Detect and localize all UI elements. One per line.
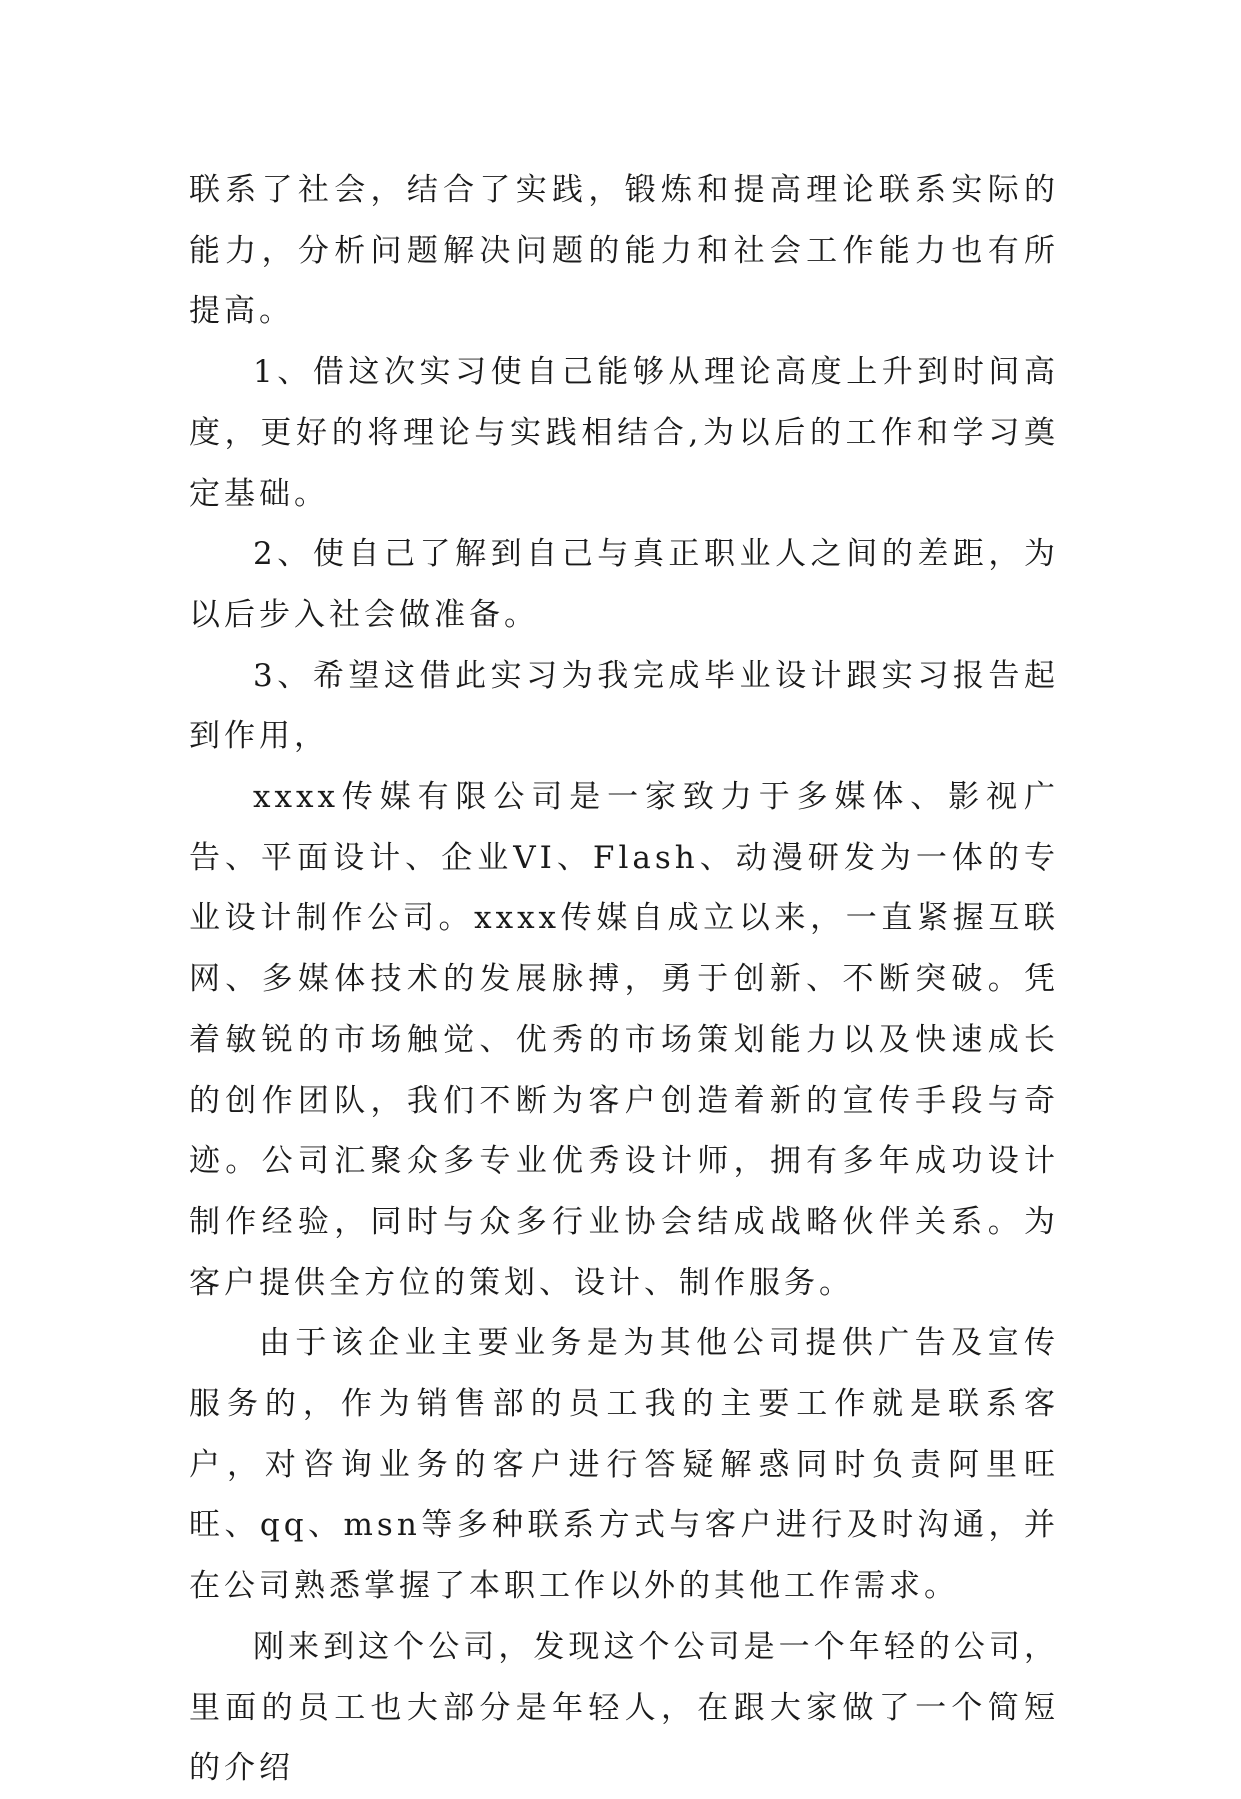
paragraph-item-1: 1、借这次实习使自己能够从理论高度上升到时间高度，更好的将理论与实践相结合,为以后的工作和学习奠定基础。 [189, 354, 1059, 512]
paragraph-continuation: 联系了社会，结合了实践，锻炼和提高理论联系实际的能力，分析问题解决问题的能力和社会工作能力也有所提高。 [189, 172, 1059, 330]
paragraph-item-2: 2、使自己了解到自己与真正职业人之间的差距，为以后步入社会做准备。 [189, 536, 1059, 633]
paragraph-job-duties: 由于该企业主要业务是为其他公司提供广告及宣传服务的，作为销售部的员工我的主要工作就是联系客户，对咨询业务的客户进行答疑解惑同时负责阿里旺旺、qq、msn等多种联系方式与客户进行及时沟通，并在公司熟悉掌握了本职工作以外的其他工作需求。 [189, 1325, 1059, 1605]
paragraph-item-3: 3、希望这借此实习为我完成毕业设计跟实习报告起到作用， [189, 657, 1059, 755]
paragraph-first-impression: 刚来到这个公司，发现这个公司是一个年轻的公司，里面的员工也大部分是年轻人，在跟大家做了一个简短的介绍 [189, 1628, 1059, 1787]
paragraph-company-intro: xxxx传媒有限公司是一家致力于多媒体、影视广告、平面设计、企业VI、Flash、动漫研发为一体的专业设计制作公司。xxxx传媒自成立以来，一直紧握互联网、多媒体技术的发展脉搏，勇于创新、不断突破。凭着敏锐的市场触觉、优秀的市场策划能力以及快速成长的创作团队，我们不断为客户创造着新的宣传手段与奇迹。公司汇聚众多专业优秀设计师，拥有多年成功设计制作经验，同时与众多行业协会结成战略伙伴关系。为客户提供全方位的策划、设计、制作服务。 [189, 779, 1059, 1301]
body-text [189, 160, 1059, 1799]
